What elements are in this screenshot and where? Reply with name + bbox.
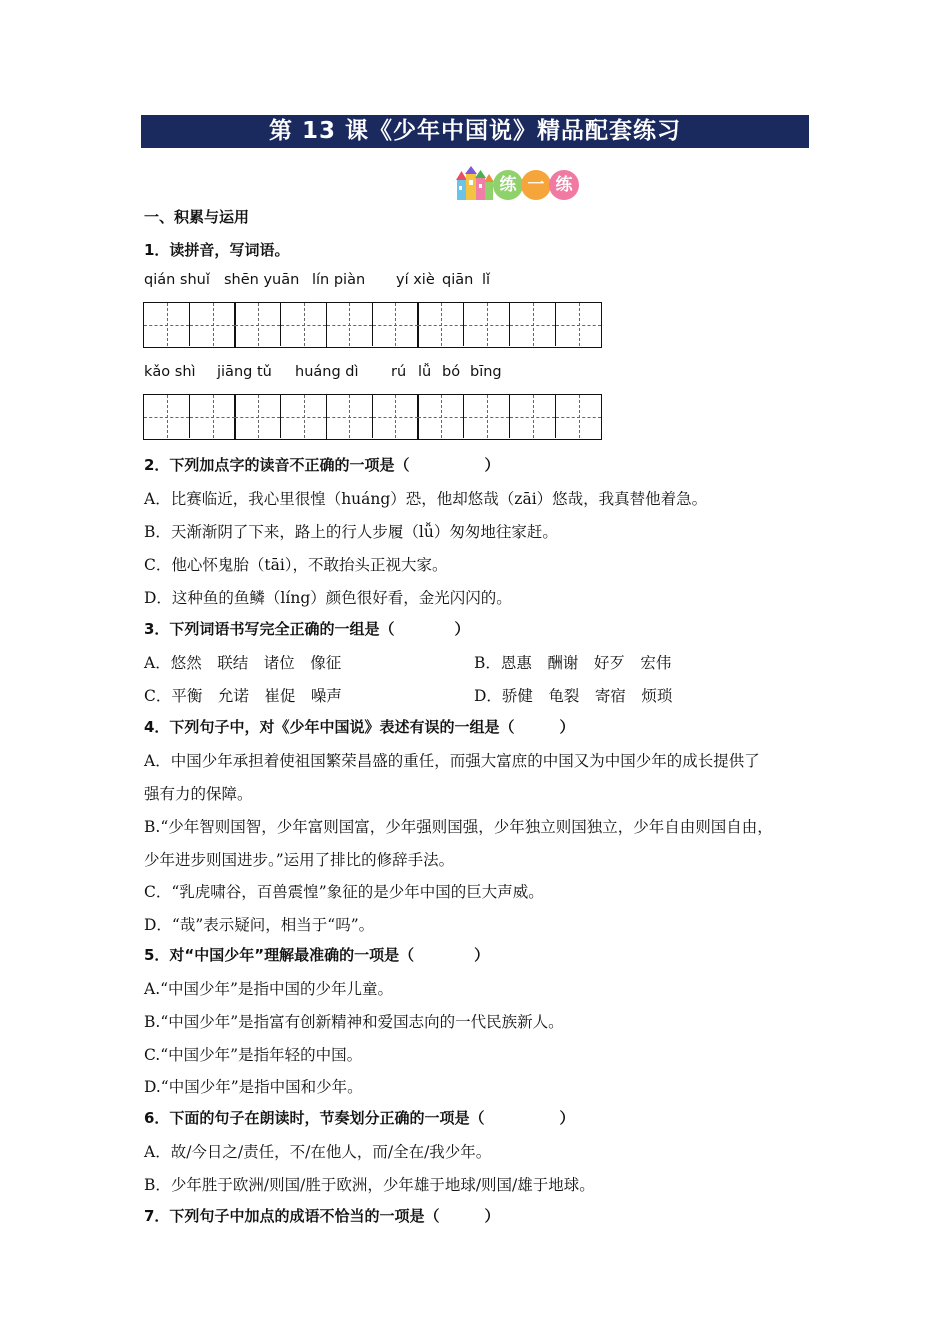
pinyin: bó: [442, 364, 461, 380]
answer-box[interactable]: [417, 302, 602, 348]
pinyin: shēn yuān: [224, 272, 300, 288]
q2-stem: 2．下列加点字的读音不正确的一项是（ ）: [144, 456, 500, 474]
practice-logo: [455, 166, 585, 202]
pinyin: lǐ: [482, 272, 491, 288]
q3-option-d: D．骄健 龟裂 寄宿 烦琐: [474, 687, 673, 705]
q3-option-b: B．恩惠 酬谢 好歹 宏伟: [474, 654, 672, 672]
answer-box[interactable]: [234, 302, 327, 348]
q6-stem: 6．下面的句子在朗读时，节奏划分正确的一项是（ ）: [144, 1109, 575, 1127]
q6-option-b: B．少年胜于欧洲/则国/胜于欧洲，少年雄于地球/则国/雄于地球。: [144, 1176, 595, 1194]
answer-box[interactable]: [143, 302, 236, 348]
pinyin: bīng: [470, 364, 502, 380]
q2-option-b: B．天渐渐阴了下来，路上的行人步履（lǚ）匆匆地往家赶。: [144, 523, 558, 541]
q4-option-d: D．“哉”表示疑问，相当于“吗”。: [144, 916, 375, 934]
writing-grid-row-2: [143, 394, 601, 440]
q7-stem: 7．下列句子中加点的成语不恰当的一项是（ ）: [144, 1207, 500, 1225]
q5-option-a: A.“中国少年”是指中国的少年儿童。: [144, 980, 393, 998]
q2-option-a: A．比赛临近，我心里很惶（huáng）恐，他却悠哉（zāi）悠哉，我真替他着急。: [144, 490, 708, 508]
q5-stem: 5．对“中国少年”理解最准确的一项是（ ）: [144, 946, 490, 964]
page-title: 第 13 课《少年中国说》精品配套练习: [141, 115, 809, 148]
q5-option-b: B.“中国少年”是指富有创新精神和爱国志向的一代民族新人。: [144, 1013, 564, 1031]
q2-option-c: C．他心怀鬼胎（tāi），不敢抬头正视大家。: [144, 556, 448, 574]
colorful-houses-icon: [455, 166, 497, 202]
q5-option-c: C.“中国少年”是指年轻的中国。: [144, 1046, 363, 1064]
answer-box[interactable]: [326, 302, 419, 348]
q4-option-a: A．中国少年承担着使祖国繁荣昌盛的重任，而强大富庶的中国又为中国少年的成长提供了: [144, 752, 760, 770]
pinyin: huáng dì: [295, 364, 359, 380]
q4-option-c: C．“乳虎啸谷，百兽震惶”象征的是少年中国的巨大声威。: [144, 883, 544, 901]
q2-option-d: D．这种鱼的鱼鳞（líng）颜色很好看，金光闪闪的。: [144, 589, 512, 607]
q4-option-a-cont: 强有力的保障。: [144, 785, 253, 803]
section-heading: 一、积累与运用: [144, 208, 250, 226]
pinyin: jiāng tǔ: [217, 364, 272, 380]
answer-box[interactable]: [143, 394, 236, 440]
q1-stem: 1．读拼音，写词语。: [144, 241, 290, 259]
pinyin: yí xiè: [396, 272, 435, 288]
pinyin: lǚ: [418, 364, 432, 380]
pinyin: rú: [391, 364, 407, 380]
q3-stem: 3．下列词语书写完全正确的一组是（ ）: [144, 620, 470, 638]
logo-char-2: 一: [521, 170, 551, 200]
answer-box[interactable]: [417, 394, 602, 440]
q3-option-a: A．悠然 联结 诸位 像征: [144, 654, 342, 672]
q4-stem: 4．下列句子中，对《少年中国说》表述有误的一组是（ ）: [144, 718, 575, 736]
q4-option-b: B.“少年智则国智，少年富则国富，少年强则国强，少年独立则国独立，少年自由则国自由，: [144, 818, 773, 836]
q3-option-c: C．平衡 允诺 崔促 噪声: [144, 687, 342, 705]
answer-box[interactable]: [326, 394, 419, 440]
pinyin: qián shuǐ: [144, 272, 210, 288]
q5-option-d: D.“中国少年”是指中国和少年。: [144, 1078, 363, 1096]
q4-option-b-cont: 少年进步则国进步。”运用了排比的修辞手法。: [144, 851, 455, 869]
logo-char-1: 练: [493, 170, 523, 200]
q6-option-a: A．故/今日之/责任，不/在他人，而/全在/我少年。: [144, 1143, 492, 1161]
answer-box[interactable]: [234, 394, 327, 440]
pinyin: qiān: [442, 272, 474, 288]
pinyin: kǎo shì: [144, 364, 196, 380]
logo-char-3: 练: [549, 170, 579, 200]
pinyin: lín piàn: [312, 272, 366, 288]
writing-grid-row-1: [143, 302, 601, 348]
